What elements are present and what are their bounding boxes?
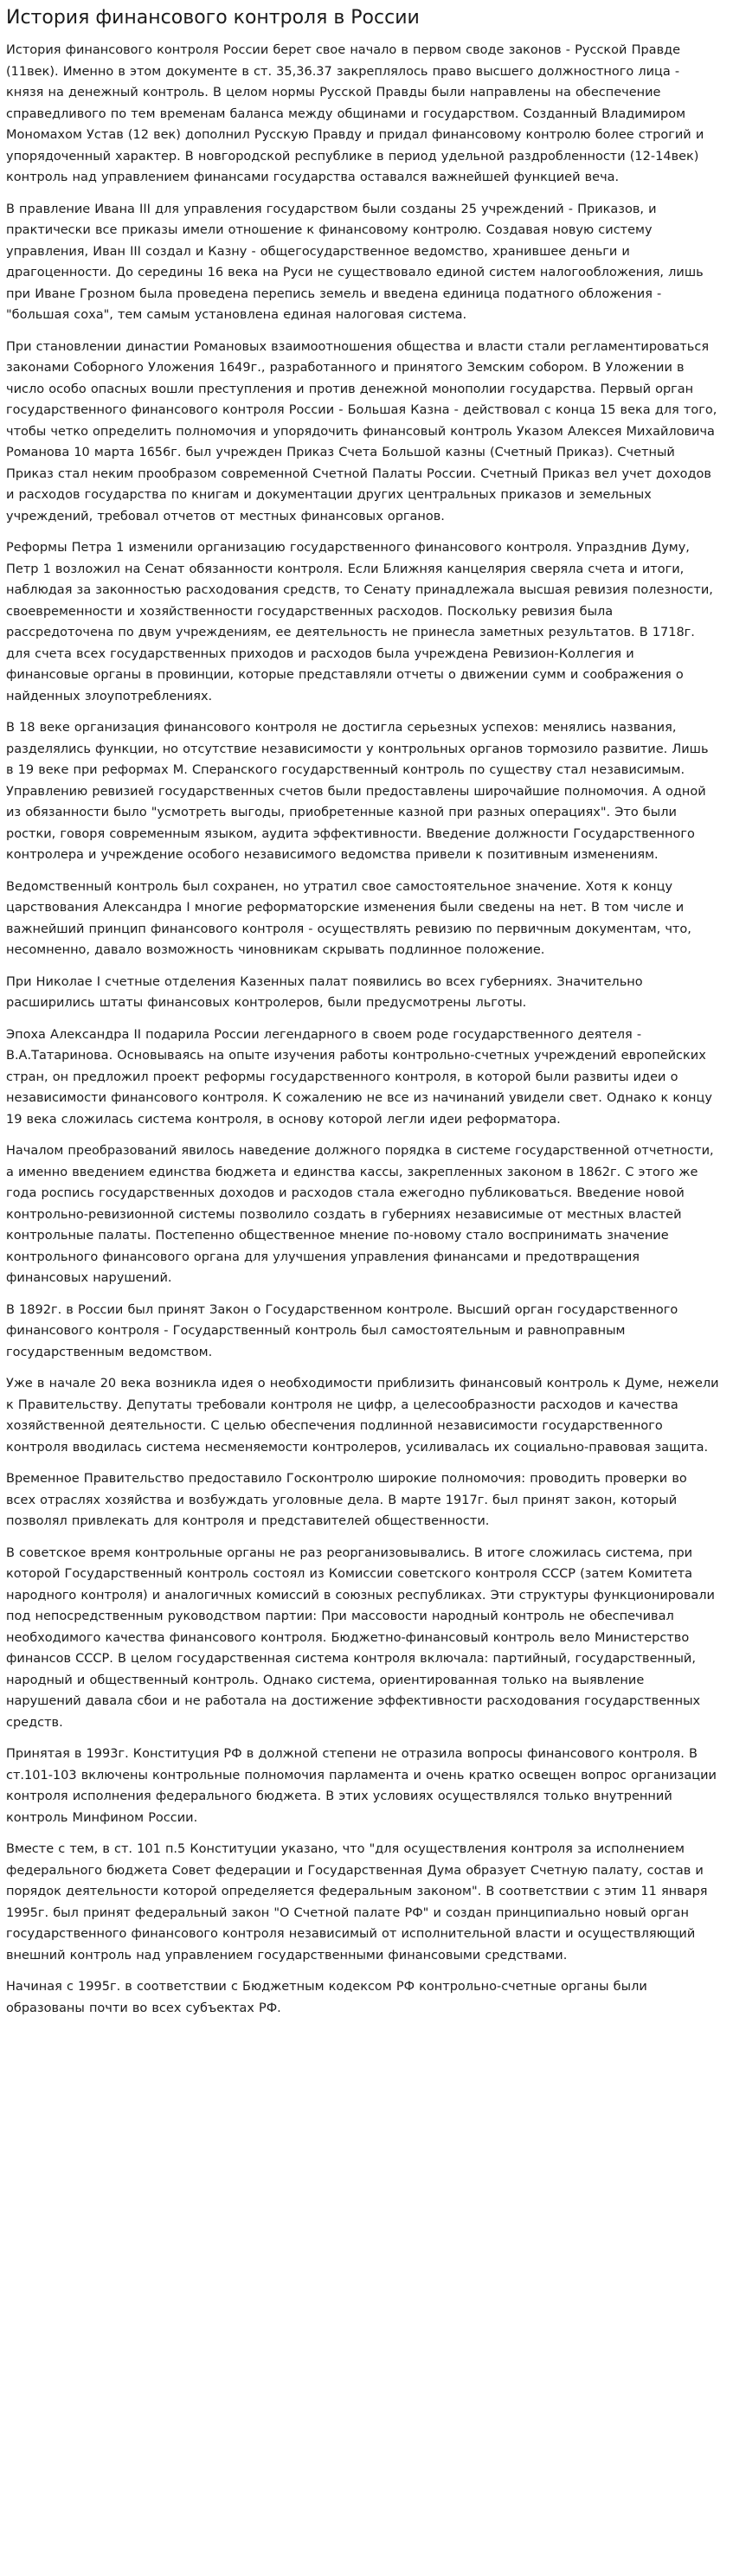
paragraph-1: История финансового контроля России берет свое начало в первом своде законов - Русской Правде (11век). Именно в этом документе в ст. 35,36.37 закреплялось право высшего должностного лица - князя на денежный контроль. В целом нормы Русской Правды были направлены на обеспечение справедливого по тем временам баланса между общинами и государством. Созданный Владимиром Мономахом Устав (12 век) дополнил Русскую Правду и придал финансовому контролю более строгий и упорядоченный характер. В новгородской республике в период удельной раздробленности (12-14век) контроль над управлением финансами государства оставался важнейшей функцией веча. <box>6 43 704 184</box>
paragraph-15: Вместе с тем, в ст. 101 п.5 Конституции указано, что "для осуществления контроля за исполнением федерального бюджета Совет федерации и Государственная Дума образует Счетную палату, состав и порядок деятельности которой определяется федеральным законом". В соответствии с этим 11 января 1995г. был принят федеральный закон "О Счетной палате РФ" и создан принципиально новый орган государственного финансового контроля независимый от исполнительной власти и осуществляющий внешний контроль над управлением государственными финансовыми средствами. <box>6 1842 708 1963</box>
paragraph-11: Уже в начале 20 века возникла идея о необходимости приблизить финансовый контроль к Думе, нежели к Правительству. Депутаты требовали контроля не цифр, а целесообразности расходов и качества хозяйственной деятельности. С целью обеспечения подлинной независимости государственного контроля вводилась система несменяемости контролеров, усиливалась их социально-правовая защита. <box>6 1377 719 1455</box>
paragraph-9: Началом преобразований явилось наведение должного порядка в системе государственной отчетности, а именно введением единства бюджета и единства кассы, закрепленных законом в 1862г. С этого же года роспись государственных доходов и расходов стала ежегодно публиковаться. Введение новой контрольно-ревизионной системы позволило создать в губерниях независимые от местных властей контрольные палаты. Постепенно общественное мнение по-новому стало воспринимать значение контрольного финансового органа для улучшения управления финансами и предотвращения финансовых нарушений. <box>6 1144 714 1285</box>
article-body <box>6 40 719 2019</box>
page-title: История финансового контроля в России <box>6 7 420 29</box>
paragraph-6: Ведомственный контроль был сохранен, но утратил свое самостоятельное значение. Хотя к концу царствования Александра I многие реформаторские изменения были сведены на нет. В том числе и важнейший принцип финансового контроля - осуществлять ревизию по первичным документам, что, несомненно, давало возможность чиновникам скрывать подлинное положение. <box>6 879 691 957</box>
paragraph-8: Эпоха Александра II подарила России легендарного в своем роде государственного деятеля - В.А.Татаринова. Основываясь на опыте изучения работы контрольно-счетных учреждений европейских стран, он предложил проект реформы государственного контроля, в которой были развиты идеи о независимости финансового контроля. К сожалению не все из начинаний увидели свет. Однако к концу 19 века сложилась система контроля, в основу которой легли идеи реформатора. <box>6 1027 712 1127</box>
paragraph-5: В 18 веке организация финансового контроля не достигла серьезных успехов: менялись названия, разделялись функции, но отсутствие независимости у контрольных органов тормозило развитие. Лишь в 19 веке при реформах М. Сперанского государственный контроль по существу стал независимым. Управлению ревизией государственных счетов были предоставлены широчайшие полномочия. А одной из обязанности было "усмотреть выгоды, приобретенные казной при разных операциях". Это были ростки, говоря современным языком, аудита эффективности. Введение должности Государственного контролера и учреждение особого независимого ведомства привели к позитивным изменениям. <box>6 721 709 862</box>
paragraph-2: В правление Ивана III для управления государством были созданы 25 учреждений - Приказов, и практически все приказы имели отношение к финансовому контролю. Создавая новую систему управления, Иван III создал и Казну - общегосударственное ведомство, хранившее деньги и драгоценности. До середины 16 века на Руси не существовало единой систем налогообложения, лишь при Иване Грозном была проведена перепись земель и введена единица податного обложения - "большая соха", тем самым установлена единая налоговая система. <box>6 202 704 322</box>
paragraph-4: Реформы Петра 1 изменили организацию государственного финансового контроля. Упразднив Думу, Петр 1 возложил на Сенат обязанности контроля. Если Ближняя канцелярия сверяла счета и итоги, наблюдая за законностью расходования средств, то Сенату принадлежала высшая ревизия полезности, своевременности и хозяйственности государственных расходов. Поскольку ревизия была рассредоточена по двум учреждениям, ее деятельность не принесла заметных результатов. В 1718г. для счета всех государственных приходов и расходов была учреждена Ревизион-Коллегия и финансовые органы в провинции, которые представляли отчеты о движении сумм и соображения о найденных злоупотреблениях. <box>6 541 713 703</box>
paragraph-16: Начиная с 1995г. в соответствии с Бюджетным кодексом РФ контрольно-счетные органы были образованы почти во всех субъектах РФ. <box>6 1980 647 2015</box>
paragraph-3: При становлении династии Романовых взаимоотношения общества и власти стали регламентироваться законами Соборного Уложения 1649г., разработанного и принятого Земским собором. В Уложении в число особо опасных вошли преступления и против денежной монополии государства. Первый орган государственного финансового контроля России - Большая Казна - действовал с конца 15 века для того, чтобы четко определить полномочия и упорядочить финансовый контроль Указом Алексея Михайловича Романова 10 марта 1656г. был учрежден Приказ Счета Большой казны (Счетный Приказ). Счетный Приказ стал неким прообразом современной Счетной Палаты России. Счетный Приказ вел учет доходов и расходов государства по книгам и документации других центральных приказов и земельных учреждений, требовал отчетов от местных финансовых органов. <box>6 339 717 524</box>
paragraph-14: Принятая в 1993г. Конституция РФ в должной степени не отразила вопросы финансового контроля. В ст.101-103 включены контрольные полномочия парламента и очень кратко освещен вопрос организации контроля исполнения федерального бюджета. В этих условиях осуществлялся только внутренний контроль Минфином России. <box>6 1747 717 1825</box>
paragraph-10: В 1892г. в России был принят Закон о Государственном контроле. Высший орган государственного финансового контроля - Государственный контроль был самостоятельным и равноправным государственным ведомством. <box>6 1302 678 1359</box>
paragraph-13: В советское время контрольные органы не раз реорганизовывались. В итоге сложилась система, при которой Государственный контроль состоял из Комиссии советского контроля СССР (затем Комитета народного контроля) и аналогичных комиссий в союзных республиках. Эти структуры функционировали под непосредственным руководством партии: При массовости народный контроль не обеспечивал необходимого качества финансового контроля. Бюджетно-финансовый контроль вело Министерство финансов СССР. В целом государственная система контроля включала: партийный, государственный, народный и общественный контроль. Однако система, ориентированная только на выявление нарушений давала сбои и не работала на достижение эффективности расходования государственных средств. <box>6 1545 715 1730</box>
paragraph-12: Временное Правительство предоставило Госконтролю широкие полномочия: проводить проверки во всех отраслях хозяйства и возбуждать уголовные дела. В марте 1917г. был принят закон, который позволял привлекать для контроля и представителей общественности. <box>6 1472 687 1528</box>
paragraph-7: При Николае I счетные отделения Казенных палат появились во всех губерниях. Значительно расширились штаты финансовых контролеров, были предусмотрены льготы. <box>6 974 643 1010</box>
